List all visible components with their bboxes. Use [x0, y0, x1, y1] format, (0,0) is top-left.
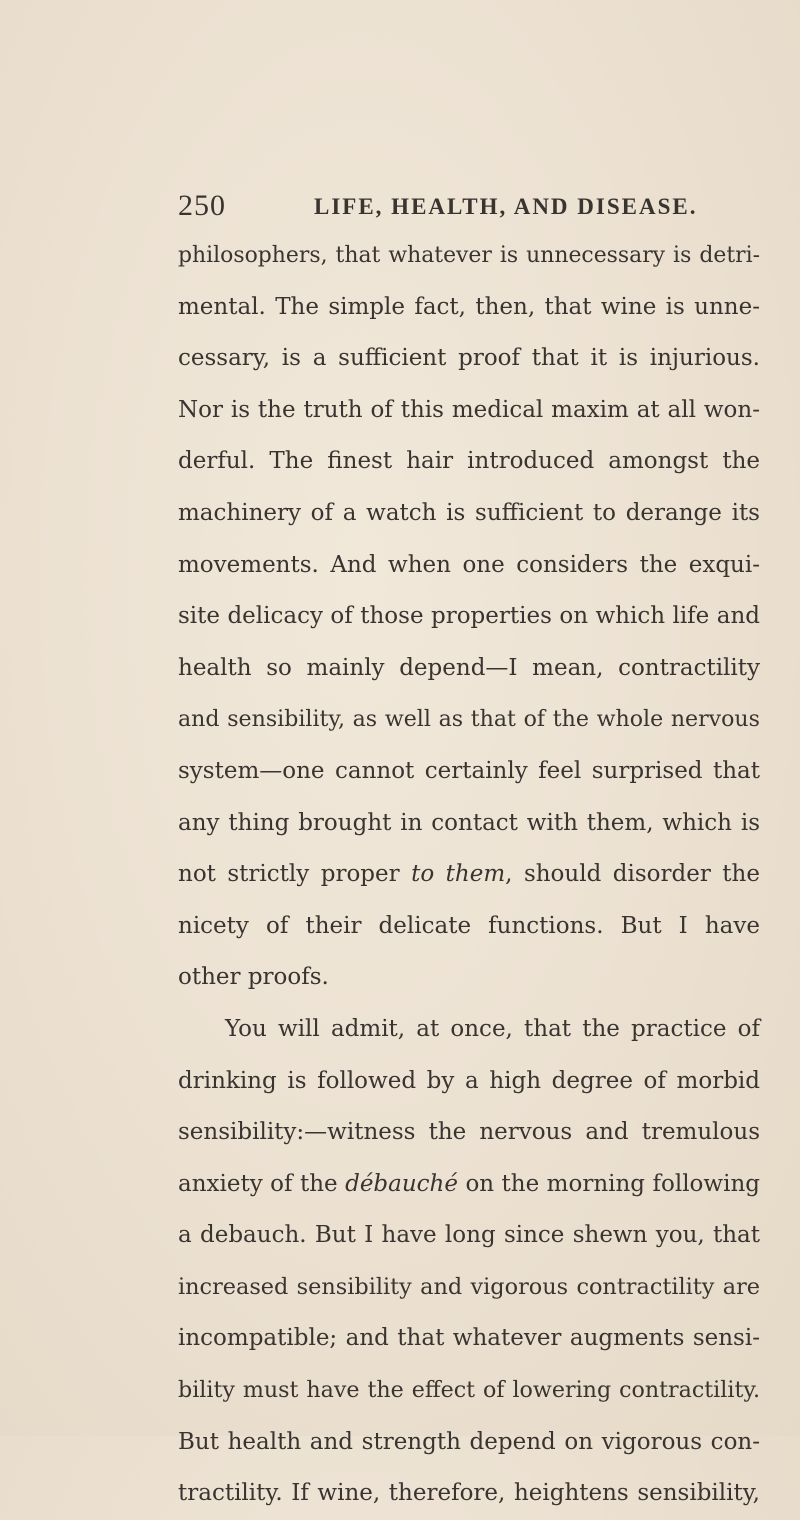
paragraph-end-line: other proofs.: [178, 964, 329, 991]
text-line: movements. And when one considers the exqui-: [178, 551, 760, 578]
text-line: bility must have the effect of lowering contractility.: [178, 1377, 760, 1404]
text-line: But health and strength depend on vigorous con-: [178, 1428, 760, 1455]
text-line: system—one cannot certainly feel surprised that: [178, 757, 760, 784]
paragraph-start-line: You will admit, at once, that the practice of: [225, 1015, 760, 1042]
text-line: a debauch. But I have long since shewn you, that: [178, 1222, 760, 1249]
page-header: [0, 188, 800, 228]
text-line: cessary, is a sufficient proof that it is injurious.: [178, 345, 760, 372]
text-line: anxiety of the débauché on the morning following: [178, 1170, 760, 1197]
running-head: LIFE, HEALTH, AND DISEASE.: [314, 194, 698, 219]
text-line: health so mainly depend—I mean, contractility: [178, 654, 760, 681]
text-line: and sensibility, as well as that of the whole nervous: [178, 707, 760, 733]
text-line: philosophers, that whatever is unnecessary is detri-: [178, 243, 760, 268]
body-text: [178, 230, 760, 1520]
text-line: sensibility:—witness the nervous and tremulous: [178, 1119, 760, 1146]
italic-emphasis: débauché: [345, 1170, 458, 1197]
text-line: any thing brought in contact with them, which is: [178, 809, 760, 836]
text-line: increased sensibility and vigorous contractility are: [178, 1273, 760, 1300]
italic-emphasis: to them: [411, 861, 506, 888]
text-line: derful. The finest hair introduced amongst the: [178, 448, 760, 475]
text-line: machinery of a watch is sufficient to derange its: [178, 499, 760, 526]
text-line: nicety of their delicate functions. But I have: [178, 912, 760, 939]
text-line: tractility. If wine, therefore, heightens sensibility,: [178, 1480, 760, 1507]
page-number: 250: [178, 189, 226, 222]
text-line: mental. The simple fact, then, that wine is unne-: [178, 293, 760, 320]
text-line: Nor is the truth of this medical maxim at all won-: [178, 396, 760, 423]
text-line: incompatible; and that whatever augments sensi-: [178, 1325, 760, 1352]
text-line: site delicacy of those properties on which life and: [178, 603, 760, 630]
text-line: drinking is followed by a high degree of morbid: [178, 1067, 760, 1094]
text-line: not strictly proper to them, should disorder the: [178, 861, 760, 888]
